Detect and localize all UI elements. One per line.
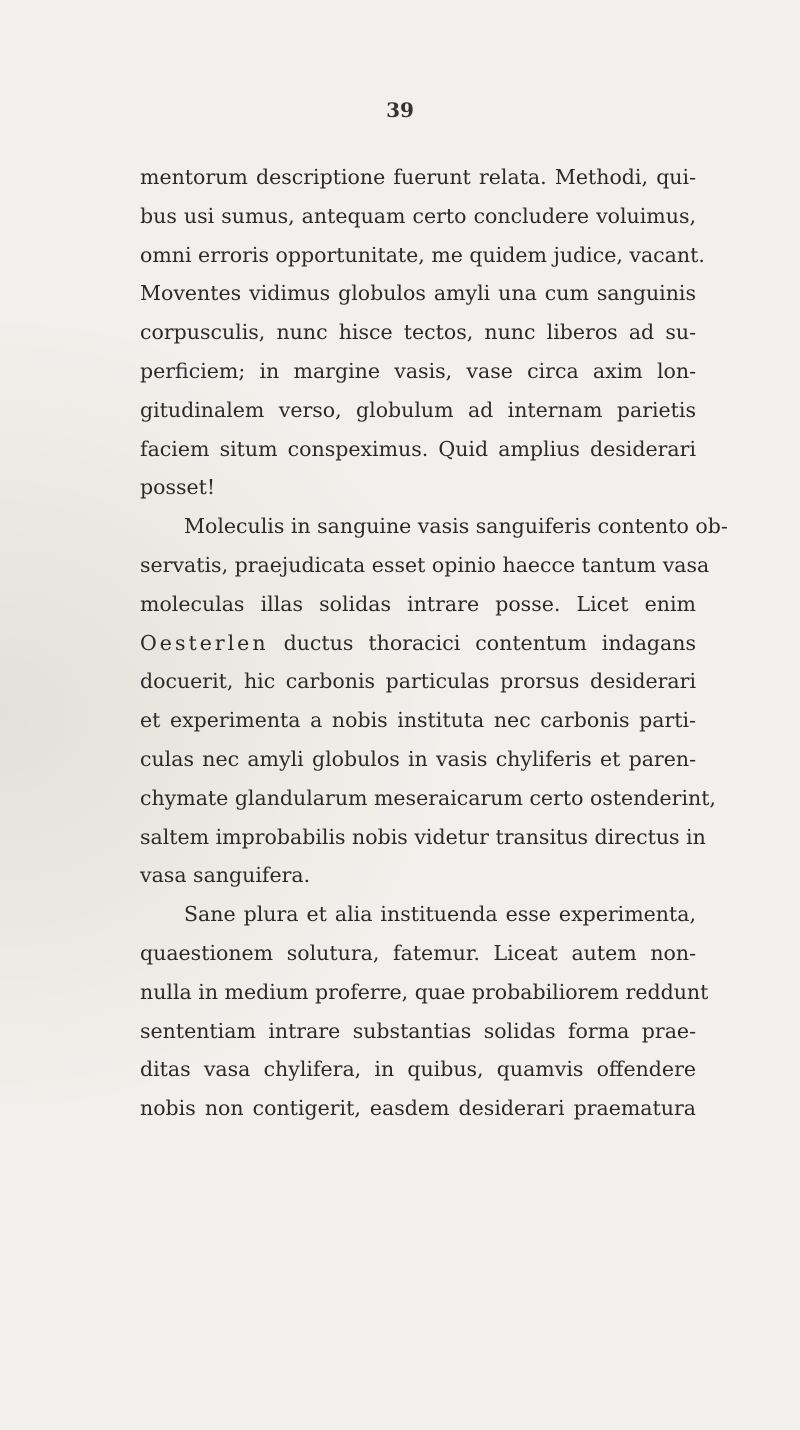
text-line: nobis non contigerit, easdem desiderari praematura (140, 1096, 696, 1121)
text-line: et experimenta a nobis instituta nec carbonis parti- (140, 708, 696, 733)
text-line-with-name (140, 624, 696, 663)
text-line: Moventes vidimus globulos amyli una cum sanguinis (140, 281, 696, 306)
text-line: Sane plura et alia instituenda esse experimenta, (184, 902, 696, 927)
text-line: sententiam intrare substantias solidas forma prae- (140, 1018, 696, 1043)
text-line: servatis, praejudicata esset opinio haecce tantum vasa (140, 552, 710, 577)
text-line: chymate glandularum meseraicarum certo ostenderint, (140, 785, 716, 810)
text-line: vasa sanguifera. (140, 863, 311, 888)
text-line: gitudinalem verso, globulum ad internam parietis (140, 397, 696, 422)
page-number: 39 (386, 98, 414, 122)
text-line: moleculas illas solidas intrare posse. Licet enim (140, 591, 696, 616)
text-line: ditas vasa chylifera, in quibus, quamvis offendere (140, 1057, 696, 1082)
text-line: Moleculis in sanguine vasis sanguiferis contento ob- (184, 514, 728, 539)
text-line: nulla in medium proferre, quae probabiliorem reddunt (140, 979, 709, 1004)
text-line: posset! (140, 475, 216, 500)
text-line: saltem improbabilis nobis videtur transitus directus in (140, 824, 706, 849)
text-line: perficiem; in margine vasis, vase circa axim lon- (140, 358, 696, 383)
text-line-remainder: ductus thoracici contentum indagans (283, 630, 696, 655)
text-line: quaestionem solutura, fatemur. Liceat autem non- (140, 940, 696, 965)
text-line: culas nec amyli globulos in vasis chyliferis et paren- (140, 746, 696, 771)
text-line: mentorum descriptione fuerunt relata. Methodi, qui- (140, 165, 696, 189)
author-name: Oesterlen (140, 630, 269, 655)
text-line: omni erroris opportunitate, me quidem judice, vacant. (140, 242, 705, 267)
text-line: docuerit, hic carbonis particulas prorsus desiderari (140, 669, 696, 694)
body-text (140, 158, 728, 1128)
text-line: corpusculis, nunc hisce tectos, nunc liberos ad su- (140, 320, 696, 345)
text-line: faciem situm conspeximus. Quid amplius desiderari (140, 436, 696, 461)
text-line: bus usi sumus, antequam certo concludere voluimus, (140, 203, 696, 228)
